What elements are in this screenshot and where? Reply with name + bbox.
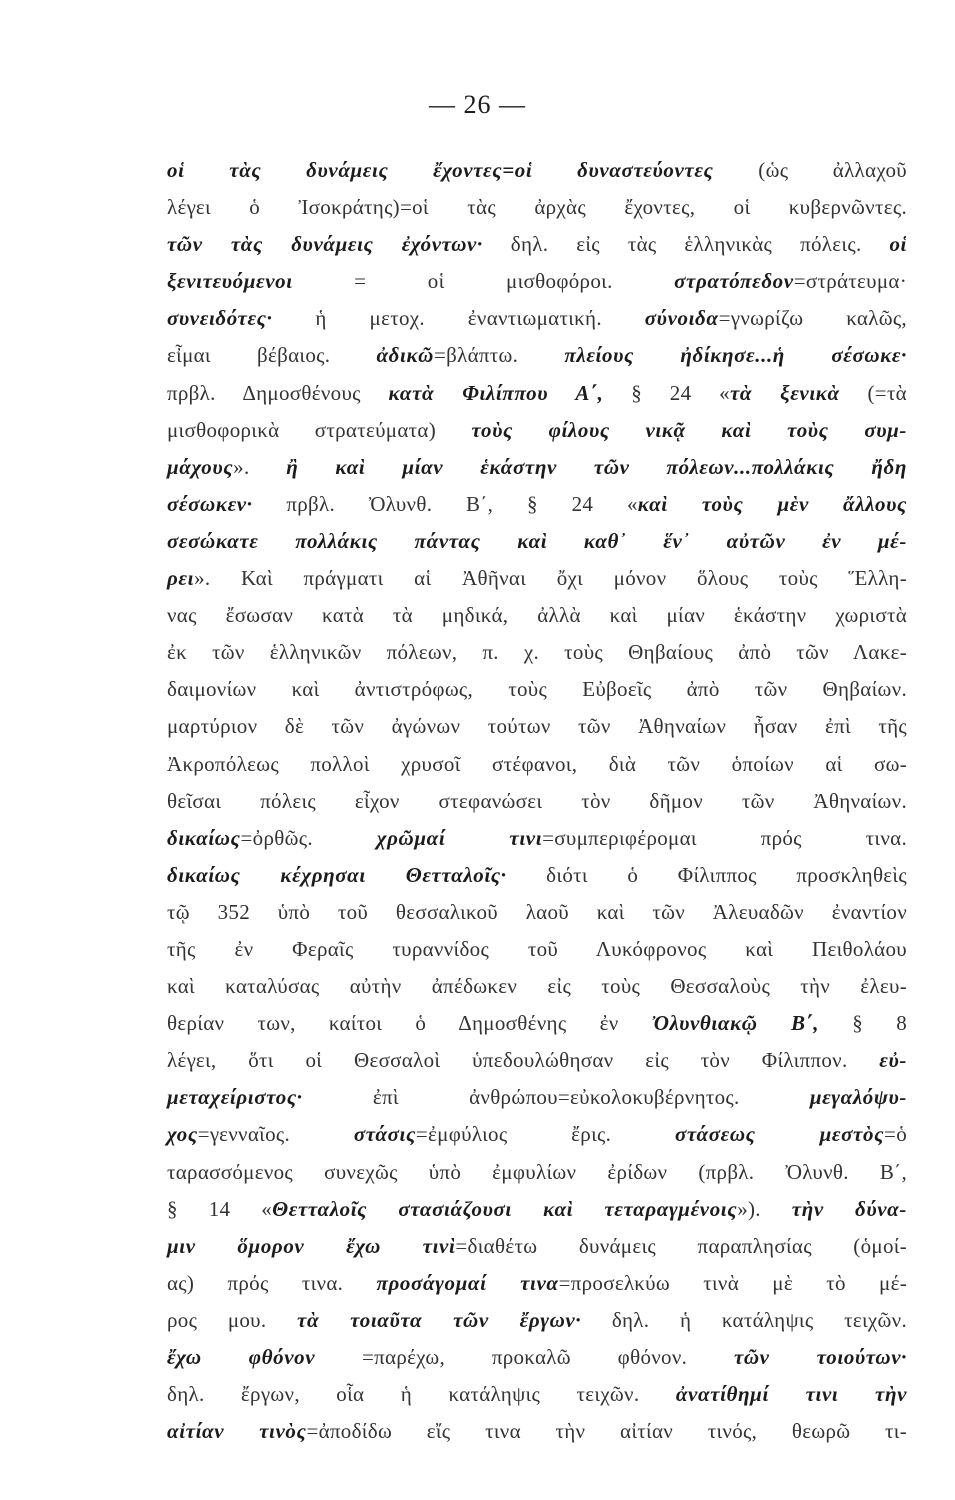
gloss-text: μισθοφορικὰ στρατεύματα): [167, 417, 472, 442]
lemma-text: προσάγομαί τινα: [376, 1270, 559, 1295]
text-line: [167, 1154, 907, 1191]
lemma-text: καὶ τοὺς μὲν ἄλλους: [637, 491, 907, 516]
text-line: [167, 560, 907, 597]
gloss-text: εἶμαι βέβαιος.: [167, 343, 377, 368]
gloss-text: =βλάπτω.: [433, 343, 565, 368]
gloss-text: (=τὰ: [839, 380, 907, 405]
lemma-text: Θετταλοῖς στασιάζουσι καὶ τεταραγμένοις: [272, 1196, 738, 1221]
gloss-text: ας) πρός τινα.: [167, 1270, 377, 1295]
lemma-text: συνειδότες·: [167, 306, 273, 331]
lemma-text: τῶν τοιούτων·: [733, 1345, 907, 1369]
gloss-text: δαιμονίων καὶ ἀντιστρόφως, τοὺς Εὐβοεῖς ἀπὸ τῶν Θηβαίων.: [167, 677, 907, 702]
text-line: [167, 1228, 907, 1265]
lemma-text: ξενιτευόμενοι: [167, 269, 293, 294]
text-line: [167, 337, 907, 374]
gloss-text: θερίαν των, καίτοι ὁ Δημοσθένης ἐν: [167, 1011, 652, 1036]
gloss-text: μαρτύριον δὲ τῶν ἀγώνων τούτων τῶν Ἀθηναίων ἦσαν ἐπὶ τῆς: [167, 714, 907, 739]
lemma-text: μάχους: [167, 454, 234, 479]
lemma-text: εὐ-: [879, 1048, 907, 1073]
gloss-text: Ἀκροπόλεως πολλοὶ χρυσοῖ στέφανοι, διὰ τῶν ὁποίων αἱ σω-: [167, 751, 907, 776]
lemma-text: ρει: [167, 566, 195, 591]
text-line: [167, 486, 907, 523]
gloss-text: =διαθέτω δυνάμεις παραπλησίας (ὁμοί-: [455, 1233, 908, 1258]
lemma-text: χος: [167, 1122, 198, 1147]
lemma-text: χρῶμαί τινι: [376, 825, 543, 850]
text-line: [167, 375, 907, 412]
text-line: [167, 152, 907, 189]
text-line: [167, 894, 907, 931]
gloss-text: ». Καὶ πράγματι αἱ Ἀθῆναι ὄχι μόνον ὅλους τοὺς Ἕλλη-: [194, 566, 907, 591]
gloss-text: λέγει, ὅτι οἱ Θεσσαλοὶ ὑπεδουλώθησαν εἰς τὸν Φίλιππον.: [167, 1048, 880, 1073]
text-line: [167, 1302, 907, 1339]
lemma-text: οἱ τὰς δυνάμεις ἔχοντες=οἱ δυναστεύοντες: [167, 158, 759, 182]
text-line: [167, 263, 907, 300]
lemma-text: δικαίως κέχρησαι Θετταλοῖς·: [167, 862, 507, 887]
gloss-text: καὶ καταλύσας αὐτὴν ἀπέδωκεν εἰς τοὺς Θεσσαλοὺς τὴν ἐλευ-: [167, 974, 907, 999]
text-line: [167, 1042, 907, 1079]
lemma-text: οἱ: [889, 232, 907, 257]
gloss-text: =ὀρθῶς.: [240, 825, 377, 850]
text-line: [167, 1376, 907, 1413]
gloss-text: νας ἔσωσαν κατὰ τὰ μηδικά, ἀλλὰ καὶ μίαν ἑκάστην χωριστὰ: [167, 603, 907, 628]
lemma-text: δικαίως: [167, 825, 241, 850]
lemma-text: τὰ ξενικὰ: [729, 380, 840, 405]
text-line: [167, 708, 907, 745]
lemma-text: τῶν τὰς δυνάμεις ἐχόντων·: [167, 232, 483, 257]
text-line: [167, 820, 907, 857]
text-line: [167, 783, 907, 820]
gloss-text: πρβλ. Ὀλυνθ. Β΄, § 24 «: [252, 491, 638, 516]
gloss-text: τῷ 352 ὑπὸ τοῦ θεσσαλικοῦ λαοῦ καὶ τῶν Ἀλευαδῶν ἐναντίον: [167, 899, 907, 924]
gloss-text: ταρασσόμενος συνεχῶς ὑπὸ ἐμφυλίων ἐρίδων (πρβλ. Ὀλυνθ. Β΄,: [167, 1159, 907, 1184]
gloss-text: =ὁ: [884, 1122, 907, 1147]
gloss-text: § 24 «: [603, 380, 730, 405]
text-line: [167, 449, 907, 486]
text-line: [167, 634, 907, 671]
text-line: [167, 1116, 907, 1153]
gloss-text: ἐπὶ ἀνθρώπου=εὐκολοκυβέρνητος.: [302, 1085, 810, 1110]
lemma-text: ἔχω φθόνον: [167, 1345, 316, 1369]
page-number: — 26 —: [429, 90, 526, 119]
text-line: [167, 1191, 907, 1228]
gloss-text: δηλ. εἰς τὰς ἑλληνικὰς πόλεις.: [482, 232, 890, 257]
gloss-text: § 14 «: [167, 1196, 273, 1221]
gloss-text: =παρέχω, προκαλῶ φθόνον.: [315, 1345, 734, 1369]
lemma-text: κατὰ Φιλίππου Α΄,: [388, 380, 604, 405]
text-line: [167, 597, 907, 634]
gloss-text: ρος μου.: [167, 1307, 298, 1332]
lemma-text: τὰ τοιαῦτα τῶν ἔργων·: [297, 1307, 582, 1332]
gloss-text: =ἐμφύλιος ἔρις.: [415, 1122, 675, 1147]
gloss-text: διότι ὁ Φίλιππος προσκληθεὶς: [506, 862, 907, 887]
gloss-text: τῆς ἐν Φεραῖς τυραννίδος τοῦ Λυκόφρονος καὶ Πειθολάου: [167, 936, 907, 961]
lemma-text: σέσωκεν·: [167, 491, 253, 516]
gloss-text: θεῖσαι πόλεις εἶχον στεφανώσει τὸν δῆμον τῶν Ἀθηναίων.: [167, 788, 907, 813]
lemma-text: μιν ὅμορον ἔχω τινὶ: [167, 1233, 456, 1258]
gloss-text: ἡ μετοχ. ἐναντιωματική.: [272, 306, 645, 331]
text-line: [167, 226, 907, 263]
text-line: [167, 300, 907, 337]
text-line: [167, 931, 907, 968]
gloss-text: (ὡς ἀλλαχοῦ: [758, 158, 907, 182]
text-line: [167, 1079, 907, 1116]
text-line: [167, 671, 907, 708]
lemma-text: πλείους ἠδίκησε...ἡ σέσωκε·: [564, 343, 907, 368]
text-line: [167, 1339, 907, 1376]
text-line: [167, 523, 907, 560]
gloss-text: δηλ. ἔργων, οἷα ἡ κατάληψις τειχῶν.: [167, 1382, 676, 1407]
text-line: [167, 857, 907, 894]
lemma-text: ἢ καὶ μίαν ἑκάστην τῶν πόλεων...πολλάκις ἤδη: [286, 454, 908, 479]
gloss-text: =γνωρίζω καλῶς,: [718, 306, 907, 331]
lemma-text: σύνοιδα: [644, 306, 719, 331]
commentary-text: [167, 152, 907, 1450]
lemma-text: στάσεως μεστὸς: [674, 1122, 885, 1147]
gloss-text: »).: [737, 1196, 792, 1221]
text-line: [167, 746, 907, 783]
gloss-text: ».: [233, 454, 287, 479]
lemma-text: στάσις: [353, 1122, 416, 1147]
gloss-text: = οἱ μισθοφόροι.: [292, 269, 675, 294]
lemma-text: αἰτίαν τινὸς: [167, 1419, 307, 1444]
text-line: [167, 1005, 907, 1042]
lemma-text: τὴν δύνα-: [791, 1196, 907, 1221]
lemma-text: στρατόπεδον: [674, 269, 794, 294]
gloss-text: λέγει ὁ Ἰσοκράτης)=οἱ τὰς ἀρχὰς ἔχοντες, οἱ κυβερνῶντες.: [167, 195, 907, 220]
gloss-text: =συμπεριφέρομαι πρός τινα.: [542, 825, 907, 850]
lemma-text: ἀνατίθημί τινι τὴν: [675, 1382, 907, 1407]
gloss-text: δηλ. ἡ κατάληψις τειχῶν.: [581, 1307, 907, 1332]
lemma-text: μεταχείριστος·: [167, 1085, 303, 1110]
lemma-text: μεγαλόψυ-: [809, 1085, 907, 1110]
lemma-text: τοὺς φίλους νικᾷ καὶ τοὺς συμ-: [471, 417, 907, 442]
text-line: [167, 1413, 907, 1450]
text-line: [167, 1265, 907, 1302]
gloss-text: ἐκ τῶν ἑλληνικῶν πόλεων, π. χ. τοὺς Θηβαίους ἀπὸ τῶν Λακε-: [167, 640, 907, 665]
text-line: [167, 189, 907, 226]
lemma-text: ἀδικῶ: [376, 343, 434, 368]
text-line: [167, 968, 907, 1005]
gloss-text: =προσελκύω τινὰ μὲ τὸ μέ-: [558, 1270, 908, 1295]
gloss-text: πρβλ. Δημοσθένους: [167, 380, 389, 405]
gloss-text: =στράτευμα·: [793, 269, 907, 294]
gloss-text: =ἀποδίδω εἴς τινα τὴν αἰτίαν τινός, θεωρῶ τι-: [306, 1419, 907, 1444]
lemma-text: σεσώκατε πολλάκις πάντας καὶ καθ᾽ ἕν᾽ αὐτῶν ἐν μέ-: [167, 528, 907, 553]
gloss-text: § 8: [819, 1011, 908, 1036]
gloss-text: =γενναῖος.: [197, 1122, 354, 1147]
text-line: [167, 412, 907, 449]
lemma-text: Ὀλυνθιακῷ Β΄,: [651, 1011, 820, 1036]
